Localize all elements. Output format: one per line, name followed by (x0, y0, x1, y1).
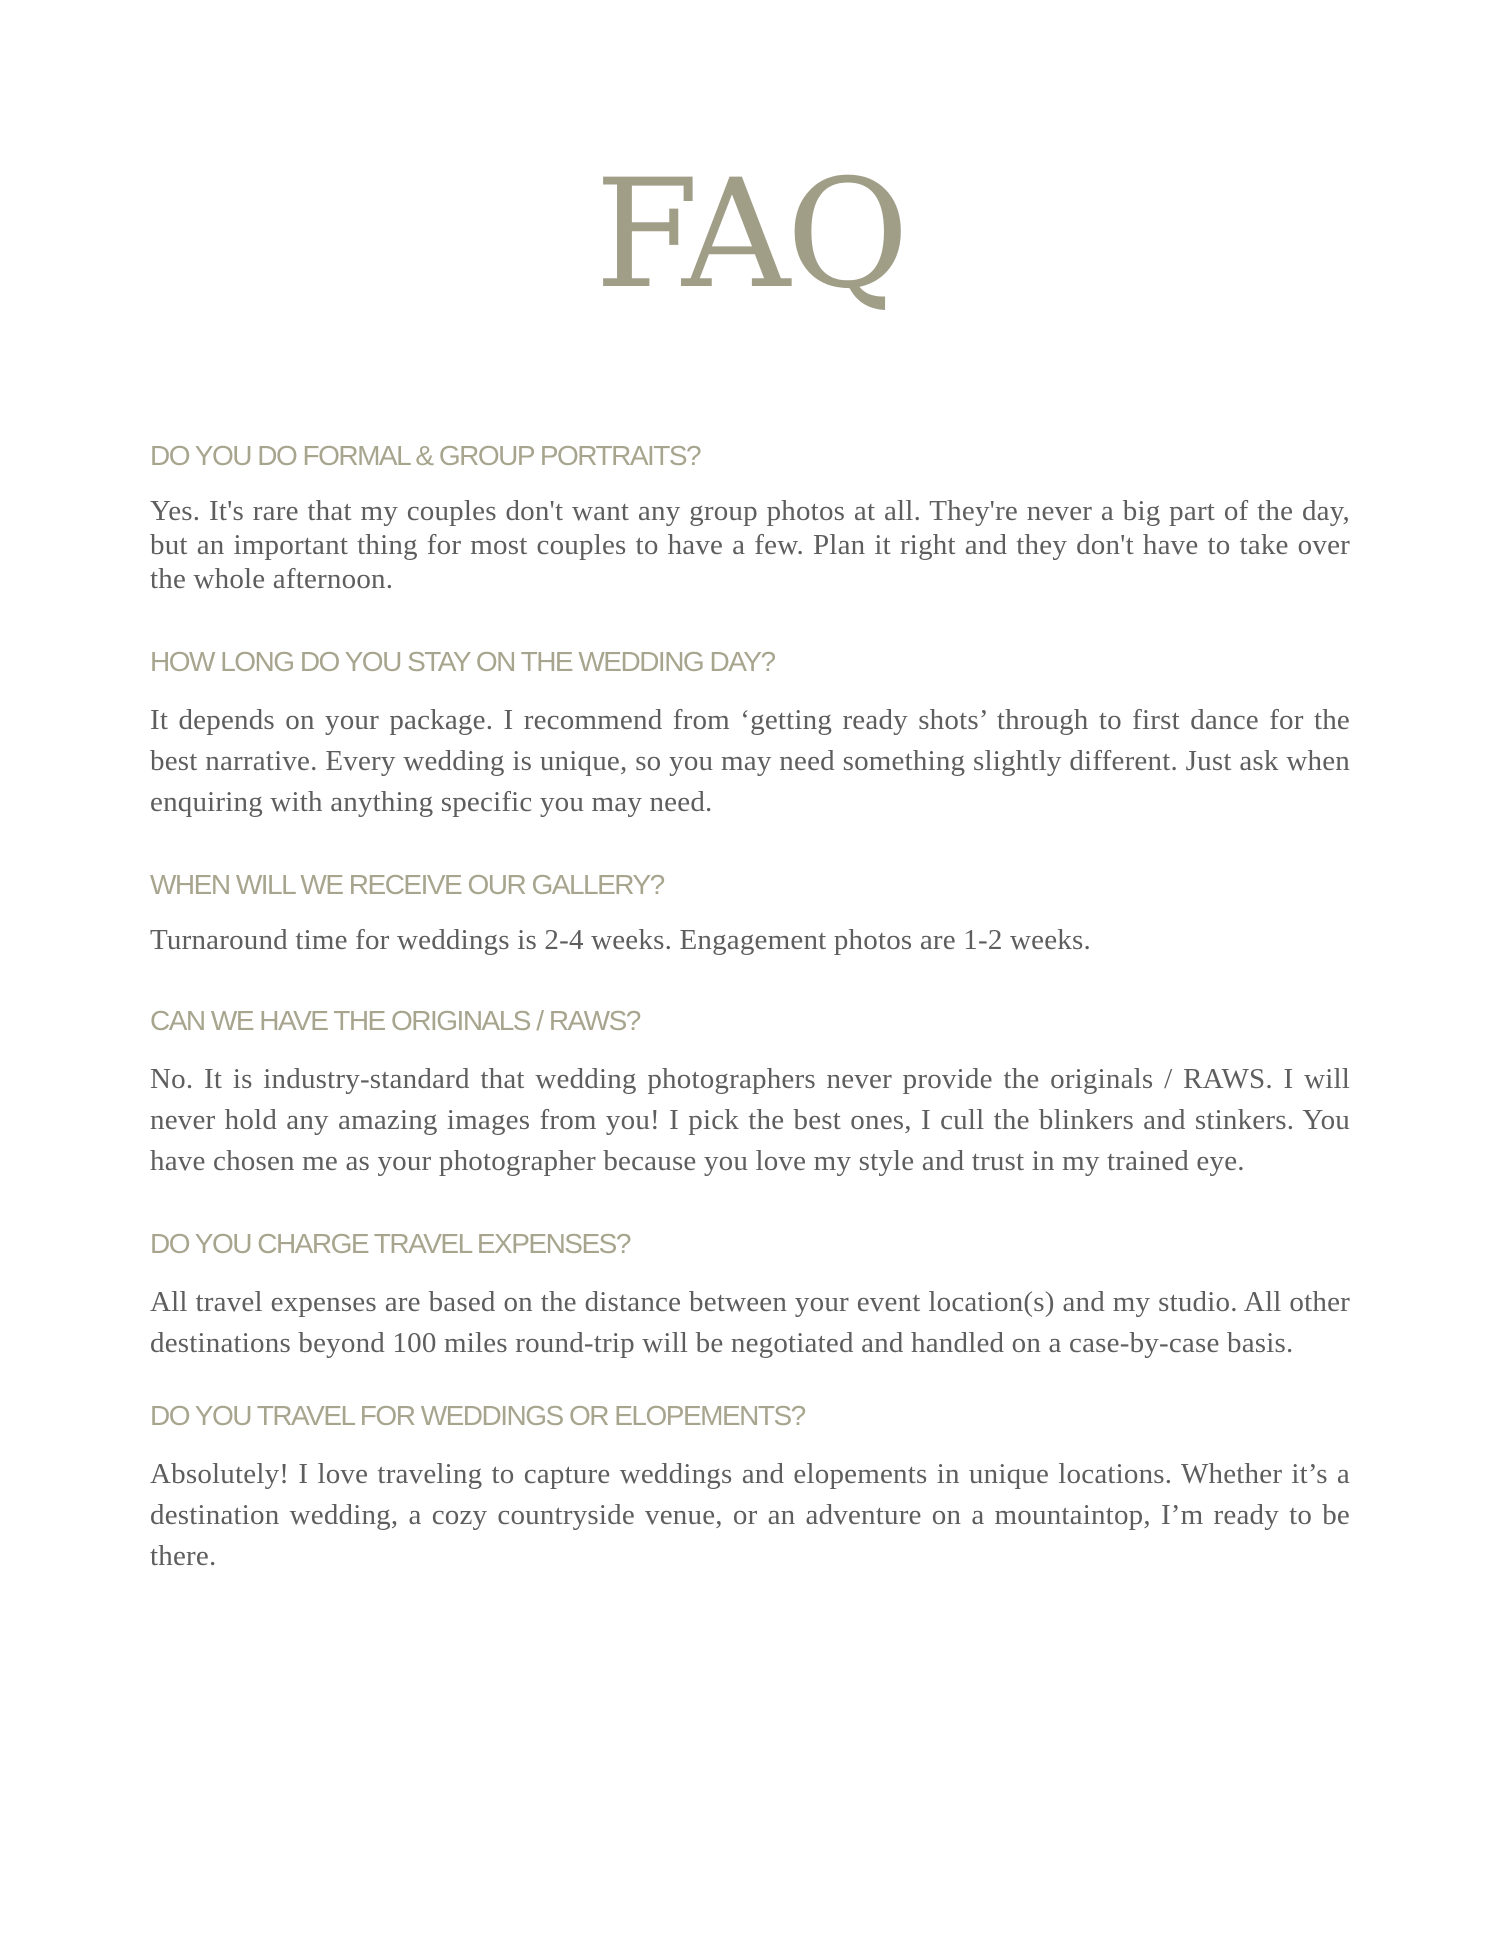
faq-answer: No. It is industry-standard that wedding photographers never provide the originals / RAWS. I will never hold any amazing images from you! I pick the best ones, I cull the blinkers and stinkers. You have chosen me as your photographer because you love my style and trust in my trained eye. (150, 1063, 1350, 1177)
faq-item-originals-raws (150, 1003, 1350, 1182)
faq-item-wedding-day-length (150, 644, 1350, 823)
faq-answer: Yes. It's rare that my couples don't want any group photos at all. They're never a big part of the day, but an important thing for most couples to have a few. Plan it right and they don't have to take over the whole afternoon. (150, 495, 1350, 595)
faq-answer: Turnaround time for weddings is 2-4 weeks. Engagement photos are 1-2 weeks. (150, 924, 1091, 956)
faq-answer: Absolutely! I love traveling to capture weddings and elopements in unique locations. Whether it’s a destination wedding, a cozy countryside venue, or an adventure on a mountaintop, I’m ready to be there. (150, 1458, 1350, 1572)
faq-question: DO YOU DO FORMAL & GROUP PORTRAITS? (150, 440, 701, 471)
faq-item-destination-travel (150, 1398, 1350, 1577)
faq-list (150, 438, 1350, 1577)
faq-item-travel-expenses (150, 1226, 1350, 1364)
page-title: FAQ (594, 148, 906, 322)
faq-item-group-portraits (150, 438, 1350, 596)
faq-question: DO YOU TRAVEL FOR WEDDINGS OR ELOPEMENTS? (150, 1400, 805, 1431)
faq-question: WHEN WILL WE RECEIVE OUR GALLERY? (150, 869, 664, 900)
faq-answer: It depends on your package. I recommend from ‘getting ready shots’ through to first dance for the best narrative. Every wedding is unique, so you may need something slightly different. Just ask when enquiring with anything specific you may need. (150, 704, 1350, 818)
faq-answer: All travel expenses are based on the distance between your event location(s) and my studio. All other destinations beyond 100 miles round-trip will be negotiated and handled on a case-by-case basis. (150, 1286, 1350, 1359)
faq-item-gallery-delivery (150, 867, 1350, 957)
faq-question: HOW LONG DO YOU STAY ON THE WEDDING DAY? (150, 646, 775, 677)
faq-question: DO YOU CHARGE TRAVEL EXPENSES? (150, 1228, 630, 1259)
faq-question: CAN WE HAVE THE ORIGINALS / RAWS? (150, 1005, 640, 1036)
